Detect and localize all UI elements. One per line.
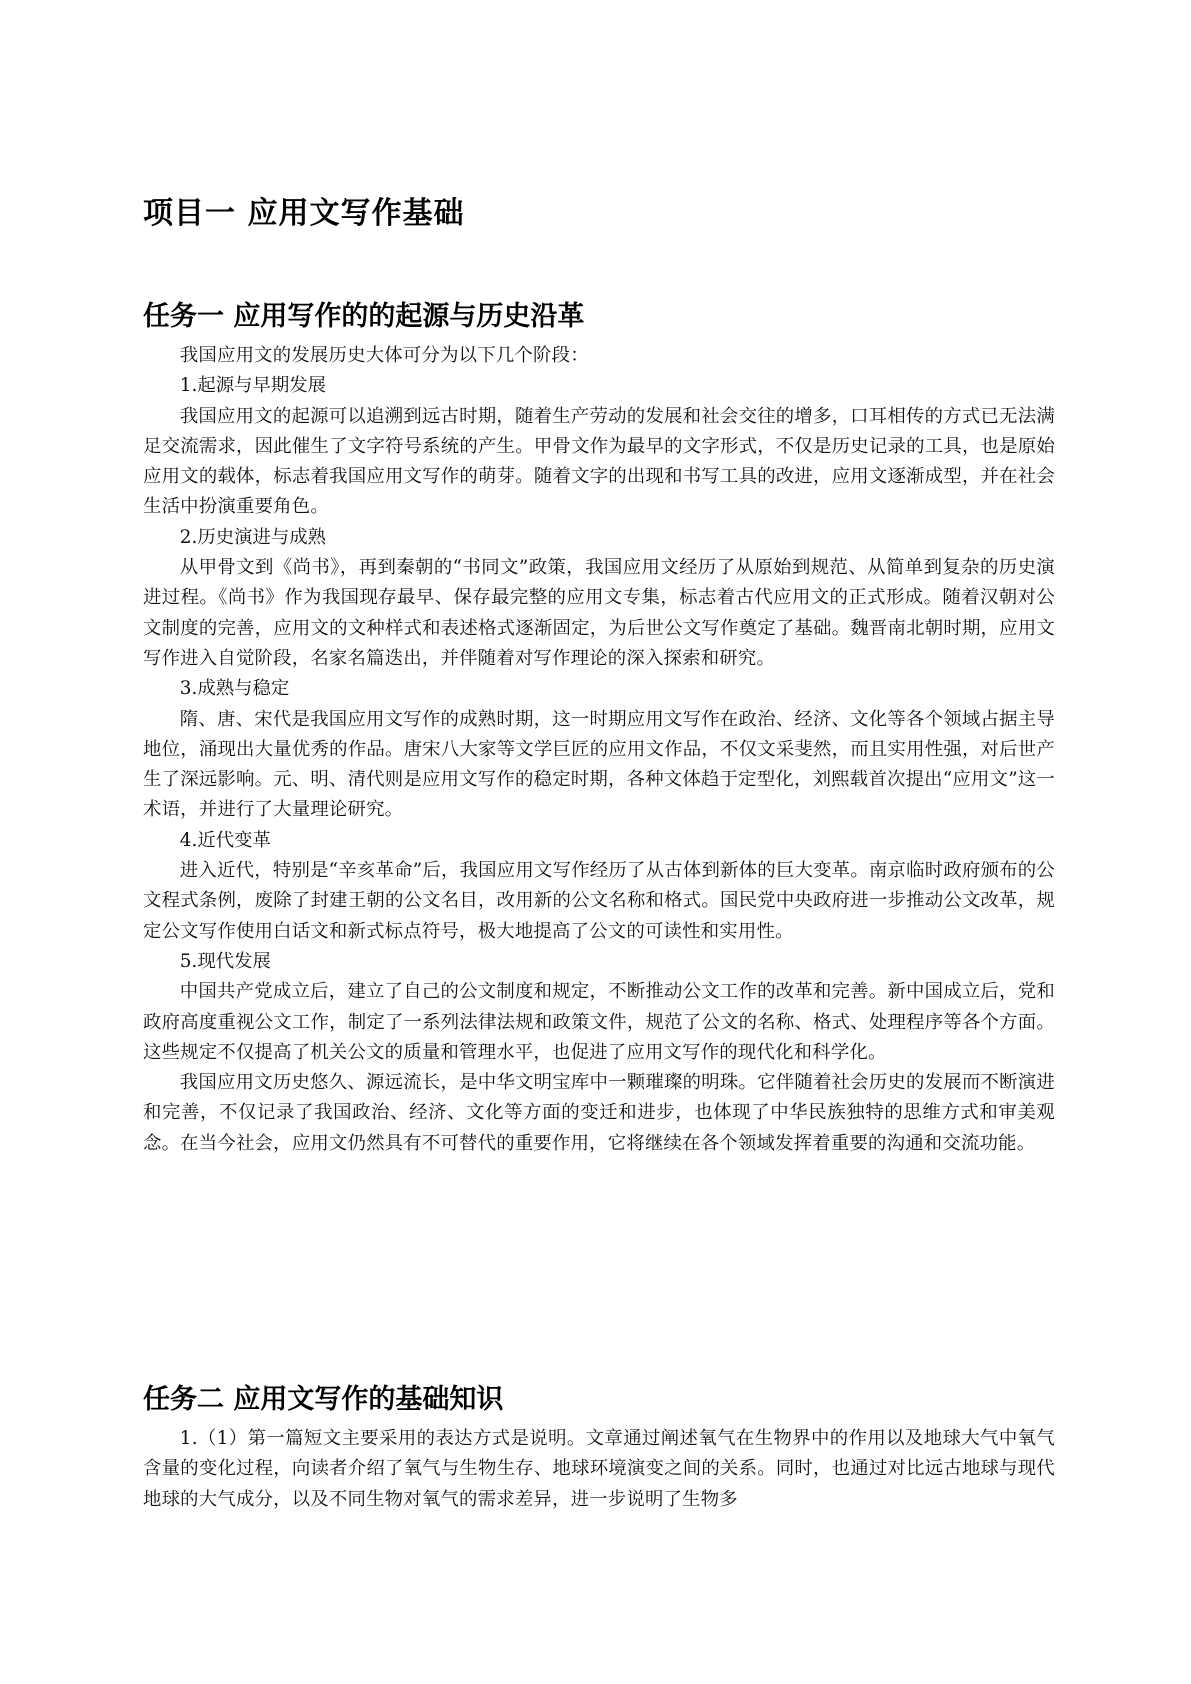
stage-heading: 4.近代变革 xyxy=(179,829,271,851)
task2-section xyxy=(143,1380,1055,1515)
task1-title: 任务一 应用写作的的起源与历史沿革 xyxy=(143,301,585,332)
project-title: 项目一 应用文写作基础 xyxy=(143,196,465,231)
stage-heading: 3.成熟与稳定 xyxy=(179,678,290,700)
stage-paragraph: 我国应用文的起源可以追溯到远古时期，随着生产劳动的发展和社会交往的增多，口耳相传的方式已无法满足交流需求，因此催生了文字符号系统的产生。甲骨文作为最早的文字形式，不仅是历史记录的工具，也是原始应用文的载体，标志着我国应用文写作的萌芽。随着文字的出现和书写工具的改进，应用文逐渐成型，并在社会生活中扮演重要角色。 xyxy=(143,405,1055,518)
task2-paragraph: 1.（1）第一篇短文主要采用的表达方式是说明。文章通过阐述氧气在生物界中的作用以及地球大气中氧气含量的变化过程，向读者介绍了氧气与生物生存、地球环境演变之间的关系。同时，也通过对比远古地球与现代地球的大气成分，以及不同生物对氧气的需求差异，进一步说明了生物多 xyxy=(143,1428,1055,1510)
task2-title: 任务二 应用文写作的基础知识 xyxy=(143,1384,504,1415)
stage-paragraph: 从甲骨文到《尚书》，再到秦朝的“书同文”政策，我国应用文经历了从原始到规范、从简单到复杂的历史演进过程。《尚书》作为我国现存最早、保存最完整的应用文专集，标志着古代应用文的正式形成。随着汉朝对公文制度的完善，应用文的文种样式和表述格式逐渐固定，为后世公文写作奠定了基础。魏晋南北朝时期，应用文写作进入自觉阶段，名家名篇迭出，并伴随着对写作理论的深入探索和研究。 xyxy=(143,557,1055,669)
stage-paragraph: 隋、唐、宋代是我国应用文写作的成熟时期，这一时期应用文写作在政治、经济、文化等各个领域占据主导地位，涌现出大量优秀的作品。唐宋八大家等文学巨匠的应用文作品，不仅文采斐然，而且实用性强，对后世产生了深远影响。元、明、清代则是应用文写作的稳定时期，各种文体趋于定型化，刘熙载首次提出“应用文”这一术语，并进行了大量理论研究。 xyxy=(143,708,1055,821)
task1-intro: 我国应用文的发展历史大体可分为以下几个阶段： xyxy=(179,345,589,366)
stage-heading: 5.现代发展 xyxy=(179,950,271,972)
task2-body xyxy=(143,1424,1055,1515)
stage-paragraph: 中国共产党成立后，建立了自己的公文制度和规定，不断推动公文工作的改革和完善。新中国成立后，党和政府高度重视公文工作，制定了一系列法律法规和政策文件，规范了公文的名称、格式、处理程序等各个方面。这些规定不仅提高了机关公文的质量和管理水平，也促进了应用文写作的现代化和科学化。 xyxy=(143,981,1055,1063)
stage-heading: 1.起源与早期发展 xyxy=(179,375,327,397)
stage-heading: 2.历史演进与成熟 xyxy=(179,526,327,548)
stage-paragraph: 进入近代，特别是“辛亥革命”后，我国应用文写作经历了从古体到新体的巨大变革。南京临时政府颁布的公文程式条例，废除了封建王朝的公文名目，改用新的公文名称和格式。国民党中央政府进一步推动公文改革，规定公文写作使用白话文和新式标点符号，极大地提高了公文的可读性和实用性。 xyxy=(143,860,1055,942)
task1-section xyxy=(143,297,1055,1159)
task1-conclusion: 我国应用文历史悠久、源远流长，是中华文明宝库中一颗璀璨的明珠。它伴随着社会历史的发展而不断演进和完善，不仅记录了我国政治、经济、文化等方面的变迁和进步，也体现了中华民族独特的思维方式和审美观念。在当今社会，应用文仍然具有不可替代的重要作用，它将继续在各个领域发挥着重要的沟通和交流功能。 xyxy=(143,1072,1055,1154)
task1-body xyxy=(143,341,1055,1159)
